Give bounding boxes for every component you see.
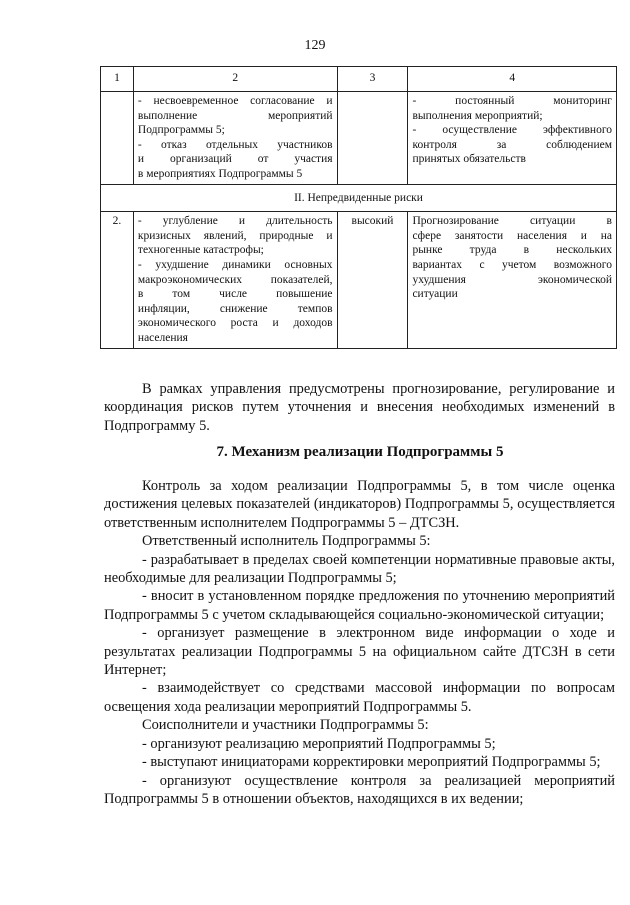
cell-line: макроэкономических показателей, <box>137 273 333 286</box>
section-heading: 7. Механизм реализации Подпрограммы 5 <box>216 444 504 460</box>
risk-description-cell <box>133 92 337 185</box>
paragraph: Ответственный исполнитель Подпрограммы 5: <box>142 533 431 550</box>
paragraph: - разрабатывает в пределах своей компетенции нормативные правовые акты, необходимые для реализации Подпрограммы 5; <box>104 551 615 587</box>
cell-line: Подпрограммы 5; <box>137 124 225 137</box>
cell-line: кризисных явлений, природные и <box>137 229 333 242</box>
page-number: 129 <box>304 38 326 53</box>
paragraph: В рамках управления предусмотрены прогнозирование, регулирование и координация рисков путем уточнения и внесения необходимых изменений в Подпрограмму 5. <box>104 381 615 434</box>
paragraph: Контроль за ходом реализации Подпрограммы 5, в том числе оценка достижения целевых показателей (индикаторов) Подпрограммы 5, осуществляется ответственным исполнителем Подпрограммы 5 – ДТСЗН. <box>104 478 615 531</box>
risk-level-cell: высокий <box>337 212 408 348</box>
cell-line: - углубление и длительность <box>137 215 333 228</box>
row-num-cell <box>101 92 134 185</box>
table-row <box>101 92 617 185</box>
paragraph: - организуют реализацию мероприятий Подпрограммы 5; <box>142 735 496 752</box>
header-col-1: 1 <box>101 67 134 92</box>
cell-line: в мероприятиях Подпрограммы 5 <box>137 167 303 180</box>
cell-line: техногенные катастрофы; <box>137 244 264 257</box>
cell-line: принятых обязательств <box>412 153 526 166</box>
cell-line: населения <box>137 331 188 344</box>
paragraph: - взаимодействует со средствами массовой информации по вопросам освещения хода реализации мероприятий Подпрограммы 5. <box>104 680 615 715</box>
cell-line: контроля за соблюдением <box>412 138 612 151</box>
paragraph: Соисполнители и участники Подпрограммы 5: <box>142 717 429 734</box>
cell-line: сфере занятости населения и на <box>412 229 612 242</box>
cell-line: вариантах с учетом возможного <box>412 258 612 271</box>
mechanism-text <box>104 477 615 808</box>
row-num-cell: 2. <box>101 212 134 348</box>
header-col-3: 3 <box>337 67 408 92</box>
cell-line: ситуации <box>412 288 458 301</box>
paragraph: - организуют осуществление контроля за реализацией мероприятий Подпрограммы 5 в отношении объектов, находящихся в их ведении; <box>104 772 615 807</box>
cell-line: и организаций от участия <box>137 153 333 166</box>
risk-measures-cell <box>408 92 617 185</box>
table-header-row <box>101 67 617 92</box>
section-title: II. Непредвиденные риски <box>101 184 617 212</box>
cell-line: инфляции, снижение темпов <box>137 302 333 315</box>
cell-line: - несвоевременное согласование и <box>137 95 333 107</box>
cell-line: выполнения мероприятий; <box>412 109 543 122</box>
risk-measures-cell <box>408 212 617 348</box>
paragraph: - вносит в установленном порядке предложения по уточнению мероприятий Подпрограммы 5 с учетом складывающейся социально-экономической ситуации; <box>104 588 615 623</box>
cell-line: ухудшения экономической <box>412 273 612 286</box>
risk-table <box>100 66 617 349</box>
cell-line: - осуществление эффективного <box>412 124 612 137</box>
table-section-row <box>101 184 617 212</box>
intro-paragraph-block <box>104 380 615 435</box>
paragraph: - выступают инициаторами корректировки мероприятий Подпрограммы 5; <box>142 754 601 771</box>
cell-line: - постоянный мониторинг <box>412 95 612 107</box>
cell-line: - отказ отдельных участников <box>137 138 333 151</box>
cell-line: - ухудшение динамики основных <box>137 258 333 271</box>
cell-line: Прогнозирование ситуации в <box>412 215 612 228</box>
header-col-4: 4 <box>408 67 617 92</box>
header-col-2: 2 <box>133 67 337 92</box>
paragraph: - организует размещение в электронном виде информации о ходе и результатах реализации Подпрограммы 5 на официальном сайте ДТСЗН в сети Интернет; <box>104 625 615 679</box>
cell-line: экономического роста и доходов <box>137 317 333 330</box>
risk-description-cell <box>133 212 337 348</box>
cell-line: выполнение мероприятий <box>137 109 333 122</box>
table-row <box>101 212 617 348</box>
cell-line: рынке труда в нескольких <box>412 244 612 257</box>
risk-level-cell <box>337 92 408 185</box>
cell-line: в том числе повышение <box>137 288 333 301</box>
